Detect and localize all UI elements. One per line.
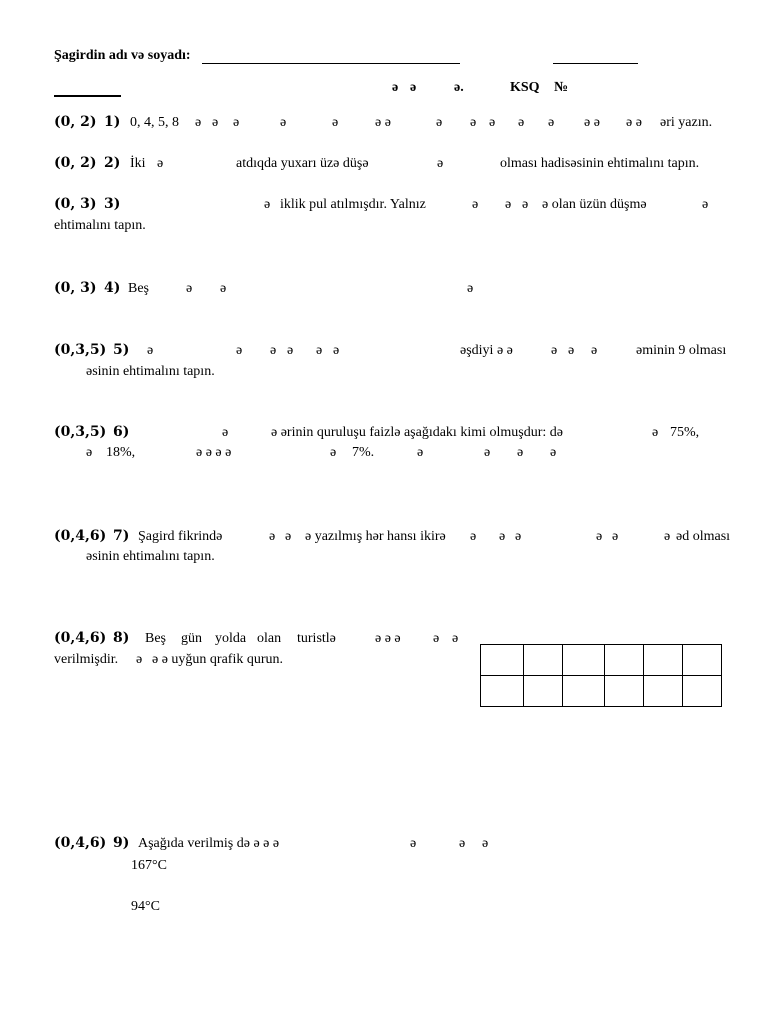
question-text: ə bbox=[467, 281, 474, 296]
question-text: ə bbox=[664, 529, 671, 544]
question-points: (0,4,6) bbox=[54, 528, 107, 544]
question-text: gün bbox=[181, 631, 202, 646]
question-text: ə bbox=[437, 156, 444, 171]
table-cell[interactable] bbox=[481, 676, 524, 707]
question-text: 0, 4, 5, 8 bbox=[130, 115, 179, 130]
table-cell[interactable] bbox=[563, 676, 605, 707]
question-text: ə olan üzün düşmə bbox=[542, 197, 647, 212]
question-text: atdıqda yuxarı üzə düşə bbox=[236, 156, 369, 171]
question-text: ə ə bbox=[584, 115, 600, 130]
question-text: ə bbox=[518, 115, 525, 130]
question-text: verilmişdir. bbox=[54, 652, 119, 667]
question-number: 4) bbox=[104, 280, 121, 296]
question-text: ə bbox=[459, 836, 466, 851]
question-text: ə bbox=[285, 529, 292, 544]
question-text: ə bbox=[612, 529, 619, 544]
question-text: ə ə bbox=[375, 115, 391, 130]
question-text: 18%, bbox=[106, 445, 136, 460]
question-number: 9) bbox=[113, 835, 130, 851]
question-text: ə bbox=[316, 343, 323, 358]
question-text: olması hadisəsinin ehtimalını tapın. bbox=[500, 156, 700, 171]
question-text: ə bbox=[86, 445, 93, 460]
question-text: ə bbox=[568, 343, 575, 358]
question-text: 7%. bbox=[352, 445, 375, 460]
header-fragment: ə bbox=[410, 80, 417, 95]
question-text: ehtimalını tapın. bbox=[54, 218, 146, 233]
question-text: ə bbox=[433, 631, 440, 646]
question-text: ə bbox=[280, 115, 287, 130]
table-cell[interactable] bbox=[605, 645, 644, 676]
question-text: əd olması bbox=[676, 529, 731, 544]
question-text: ə bbox=[472, 197, 479, 212]
question-text: ə bbox=[195, 115, 202, 130]
question-text: ə bbox=[591, 343, 598, 358]
question-text: ə bbox=[264, 197, 271, 212]
question-text: ə bbox=[470, 529, 477, 544]
question-text: əsinin ehtimalını tapın. bbox=[86, 364, 215, 379]
question-points: (0, 3) bbox=[54, 280, 97, 296]
question-number: 2) bbox=[104, 155, 121, 171]
question-number: 8) bbox=[113, 630, 130, 646]
question-text: ə bbox=[515, 529, 522, 544]
question-text: ə ə uyğun qrafik qurun. bbox=[152, 652, 284, 667]
student-name-label: Şagirdin adı və soyadı: bbox=[54, 48, 191, 63]
question-text: əminin 9 olması bbox=[636, 343, 727, 358]
question-text: yolda bbox=[215, 631, 247, 646]
question-text: ə bbox=[517, 445, 524, 460]
question-text: ə yazılmış hər hansı ikirə bbox=[305, 529, 446, 544]
question-text: ə bbox=[505, 197, 512, 212]
question-text: ə bbox=[287, 343, 294, 358]
table-row bbox=[481, 676, 722, 707]
short-blank[interactable] bbox=[54, 95, 121, 97]
question-number: 3) bbox=[104, 196, 121, 212]
question-text: ə bbox=[220, 281, 227, 296]
question-text: ə bbox=[233, 115, 240, 130]
question-points: (0,4,6) bbox=[54, 630, 107, 646]
table-cell[interactable] bbox=[683, 676, 722, 707]
question-text: ə bbox=[270, 343, 277, 358]
question-text: əsinin ehtimalını tapın. bbox=[86, 549, 215, 564]
question-text: ə bbox=[332, 115, 339, 130]
question-text: ə bbox=[269, 529, 276, 544]
question-text: ə bbox=[236, 343, 243, 358]
question-text: turistlə bbox=[297, 631, 336, 646]
question-text: ə bbox=[452, 631, 459, 646]
table-cell[interactable] bbox=[605, 676, 644, 707]
question-text: Beş bbox=[145, 631, 166, 646]
question-text: ə bbox=[333, 343, 340, 358]
header-fragment: ə bbox=[392, 80, 399, 95]
question-points: (0,3,5) bbox=[54, 424, 107, 440]
question-text: ə ə bbox=[626, 115, 642, 130]
question-text: əşdiyi ə ə bbox=[460, 343, 513, 358]
question-text: ə bbox=[136, 652, 143, 667]
question-points: (0,4,6) bbox=[54, 835, 107, 851]
question-text: 75%, bbox=[670, 425, 700, 440]
table-cell[interactable] bbox=[563, 645, 605, 676]
question-text: ə bbox=[702, 197, 709, 212]
question-text: iklik pul atılmışdır. Yalnız bbox=[280, 197, 426, 212]
question-text: ə bbox=[596, 529, 603, 544]
question-text: ə bbox=[186, 281, 193, 296]
question-text: ə bbox=[470, 115, 477, 130]
question-text: İki bbox=[130, 156, 146, 171]
question-text: ə bbox=[222, 425, 229, 440]
extra-blank[interactable] bbox=[553, 63, 638, 64]
ksq-label: KSQ bbox=[510, 80, 540, 95]
table-cell[interactable] bbox=[481, 645, 524, 676]
question-text: ə bbox=[550, 445, 557, 460]
question-text: əri yazın. bbox=[660, 115, 713, 130]
question-text: ə bbox=[212, 115, 219, 130]
question-text: ə bbox=[417, 445, 424, 460]
number-sign: № bbox=[554, 80, 569, 95]
question-text: Beş bbox=[128, 281, 149, 296]
question-text: olan bbox=[257, 631, 282, 646]
data-table bbox=[480, 644, 722, 707]
question-text: ə ərinin quruluşu faizlə aşağıdakı kimi olmuşdur: də bbox=[271, 425, 563, 440]
question-text: ə bbox=[484, 445, 491, 460]
question-text: ə bbox=[157, 156, 164, 171]
question-text: ə bbox=[330, 445, 337, 460]
question-text: ə bbox=[410, 836, 417, 851]
question-text: ə bbox=[548, 115, 555, 130]
question-points: (0, 2) bbox=[54, 155, 97, 171]
question-number: 7) bbox=[113, 528, 130, 544]
student-name-blank[interactable] bbox=[202, 63, 460, 64]
question-points: (0,3,5) bbox=[54, 342, 107, 358]
table-cell[interactable] bbox=[524, 676, 563, 707]
question-number: 1) bbox=[104, 114, 121, 130]
question-text: ə ə ə bbox=[375, 631, 401, 646]
question-number: 5) bbox=[113, 342, 130, 358]
question-text: ə bbox=[499, 529, 506, 544]
question-text: ə bbox=[489, 115, 496, 130]
temperature-value: 94°C bbox=[131, 899, 160, 914]
question-points: (0, 2) bbox=[54, 114, 97, 130]
temperature-value: 167°C bbox=[131, 858, 167, 873]
question-text: ə bbox=[551, 343, 558, 358]
question-text: Şagird fikrində bbox=[138, 529, 223, 544]
question-text: ə bbox=[652, 425, 659, 440]
table-cell[interactable] bbox=[683, 645, 722, 676]
question-text: ə bbox=[482, 836, 489, 851]
question-text: ə ə ə ə bbox=[196, 445, 232, 460]
question-points: (0, 3) bbox=[54, 196, 97, 212]
question-text: ə bbox=[436, 115, 443, 130]
question-number: 6) bbox=[113, 424, 130, 440]
table-cell[interactable] bbox=[524, 645, 563, 676]
question-text: ə bbox=[522, 197, 529, 212]
question-text: ə bbox=[147, 343, 154, 358]
header-fragment: ə. bbox=[454, 80, 464, 95]
table-cell[interactable] bbox=[644, 676, 683, 707]
question-text: Aşağıda verilmiş də ə ə ə bbox=[138, 836, 280, 851]
table-row bbox=[481, 645, 722, 676]
table-cell[interactable] bbox=[644, 645, 683, 676]
